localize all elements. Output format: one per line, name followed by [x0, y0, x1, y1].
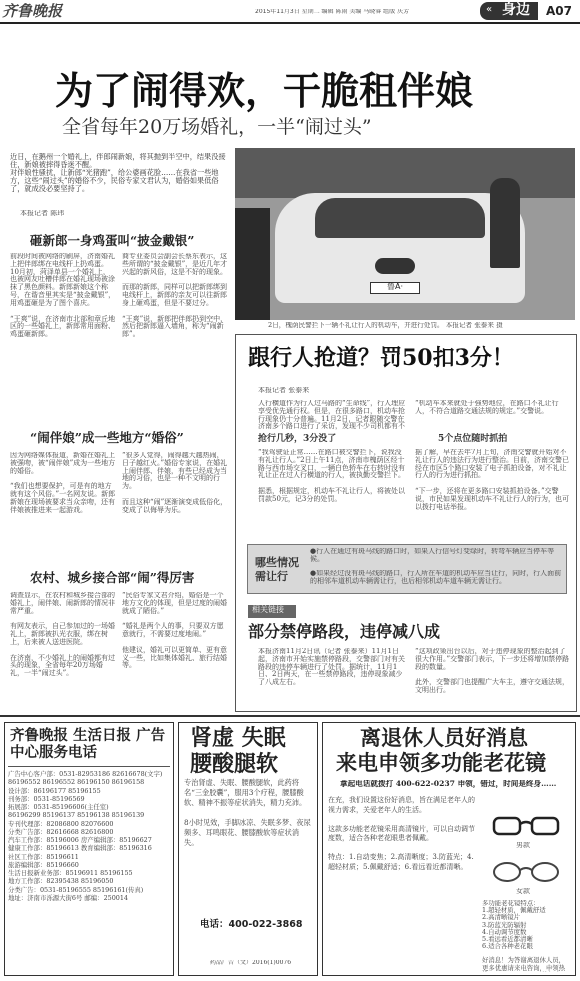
ad-footer: 药品广告（文）2016(1)0076 [210, 960, 292, 966]
photo-police-officer [490, 178, 520, 268]
photo-caption: 2日，槐荫民警拦下一辆不礼让行人的机动车，并进行处罚。 本报记者 张泰来 摄 [268, 322, 503, 329]
ad-text: 多功能老花镜特点： 1.超轻材质，佩戴舒适 2.高清晰镜片 3.防蓝光防辐射 4.自动调节度数 5.看远看近都清晰 6.适合各种老花眼 好消息！为答谢离退休人员，更多优惠请来电咨询，申领热 [482, 900, 566, 972]
section-heading: 砸新郎一身鸡蛋叫“披金戴银” [30, 233, 195, 248]
ad-phone-line: 健康工作部：85196613 教育编辑部：85196316 [8, 844, 152, 853]
article-text: 本报济南11月2日讯（记者 张泰来）11月1日起，济南市开始实施禁停路段，交警部门对有关路段的违停车辆进行了处罚。据统计，11月1日、2日两天，在一些禁停路段，违停现象减少了八成左右。 [258, 648, 405, 687]
ad-text: 专治肾虚、失眠、腰酸腿软，此药将名“三金胶囊”，服用3个疗程，腰膝酸软、精神不振等症状消失，精力充沛。 8小时见效，手脚冰凉、失眠多梦、夜尿频多、耳鸣眼花、腰膝酸软等症状消失。 [184, 778, 311, 848]
lead-paragraph: 近日，在鹅州一个婚礼上，伴郎闹新娘，将其抛到半空中，结果没接住，新娘被摔得昏迷不醒。 对伴娘性骚扰，让新郎“光猪跑”，给公婆画花脸……在我省一些地方，这些“闹过头”的婚俗不少，民俗专家文君认为，婚俗如果低俗了，就成没必要坚持了。 [10, 153, 226, 194]
glasses-label: 男款 [516, 842, 530, 849]
glasses-image-men [490, 810, 562, 840]
reporter-byline: 本报记者 陈玮 [20, 210, 65, 217]
ad-phone-line: 旅游编辑部：85196660 [8, 860, 79, 869]
ad-title: 来电申领多功能老花镜 [336, 750, 546, 775]
glasses-label: 女款 [516, 888, 530, 895]
section-title: 身边 [502, 2, 530, 18]
newspaper-logo: 齐鲁晚报 [2, 2, 63, 20]
ad-phone: 拿起电话就拨打 400-622-0237 申领，错过，时间是终身…… [340, 780, 557, 788]
ad-phone-line: 地址：济南市泺源大街6号 邮编：250014 [8, 893, 128, 902]
date-line: 2015年11月3日 星期二 编辑 陈雨 美编 马晓睿 组版 庆芳 [255, 9, 410, 15]
page-subtitle: 全省每年20万场婚礼，一半“闹过头” [62, 116, 372, 138]
photo-building [235, 148, 575, 198]
article-text: 前段时间被网络的刷屏，济南婚礼上把伴郎绑在电线杆上扔鸡蛋。10月初，菏泽单县一个婚礼上，也被网友吐槽伴郎在婚礼现场被涂抹了黑色颜料。新郎新娘这个称号，在谐音里其实是“披金戴银”，用鸡蛋砸是为了图个喜庆。 “王爽”说，在济南市北部和章丘地区的一些婚礼上，新郎常用面粉、鸡蛋砸新郎。 [10, 253, 116, 339]
article-text: “很多人觉得，闹得越大越热闹，日子越红火。”婚俗专家说，在婚礼上闹伴郎、伴娘，有些已经成为当地的习俗，也是一种不文明的行为。 而且这种“闹”逐渐演变成低俗化，变成了以侮辱为乐。 [122, 452, 228, 514]
ad-phone-line: 刊务部：0531-85196569 [8, 794, 85, 803]
article-text: 商专业委员会副会长蔡东表示，这些所谓的“披金戴银”，是近几年才兴起的新风俗，这是不好的现象。 而那的新郎，同样可以把新郎绑到电线杆上，新郎的亲友可以往新郎身上砸鸡蛋，但是不要过分。 “王爽”说，新郎把伴郎扔到空中，然后把新郎逼入墙角，称为“闹新郎”。 [122, 253, 228, 339]
ad-phone-line: 生活日报新业务部：85196911 85196155 [8, 869, 133, 877]
ad-phone-line: 广告中心客户部：0531-82953186 82616678(文字) [8, 770, 163, 778]
section-heading: 农村、城乡接合部“闹”得厉害 [30, 570, 195, 585]
ad-divider [8, 766, 170, 767]
ad-title: 离退休人员好消息 [360, 725, 528, 750]
reporter-byline: 本报记者 张泰来 [258, 387, 310, 394]
article-text: 人行横道作为行人过马路的“生命线”，行人理应享受优先通行权。但是，在很多路口，机动车抢行现象仍十分普遍。11月2日，记者跟随交警在济南多个路口进行了采访，发现不少司机都有不 [258, 400, 406, 430]
license-plate: 鲁A· [370, 282, 420, 294]
article-subheading: 5个点位随时抓拍 [438, 434, 508, 444]
article-text: 调查显示，在农村和城乡接合部的婚礼上，闹伴娘、闹新郎的情况非常严重。 有网友表示，自己参加过的一场婚礼上，新郎被扒光衣服，绑在树上，后来被人送进医院。 在济南，不少婚礼上的闹婚都有过头的现象，全省每年20万场婚礼，一半“闹过头”。 [10, 592, 115, 678]
ad-title: 齐鲁晚报 生活日报 广告中心服务电话 [10, 727, 166, 762]
ad-phone-line: 地方工作部：82395438 85196050 [8, 877, 114, 886]
glasses-image-women [490, 856, 562, 886]
ad-phone-line: 设计部：86196177 85196155 [8, 786, 101, 795]
page-number: A07 [546, 4, 572, 18]
article-subheading: 抢行几秒，3分没了 [258, 434, 337, 444]
article-text: “机动车本来就处于强势地位，在路口不礼让行人，不符合道路交通法规的规定。”交警说。 [415, 400, 559, 415]
divider [0, 715, 580, 717]
article-headline: 跟行人抢道？罚50扣3分！ [248, 345, 514, 371]
section-arrow-icon: « [486, 4, 493, 15]
ad-phone-line: 拓展部：0531-85196606(主任室) [8, 803, 109, 811]
ad-phone-line: 汽车工作部：85196006 房产编辑部：85196627 [8, 836, 152, 844]
news-photo [235, 148, 575, 320]
article-text: 因为网络媒体报道，新婚在婚礼上被强吻，被“闹伴娘”成为一些地方的婚俗。 “我们也想要保护，可是有的地方就有这个风俗。”一名网友说。新郎新娘在现场被要求当众亲吻，还有伴娘被推进来一起游戏。 [10, 452, 116, 514]
photo-windshield [315, 198, 485, 238]
info-box-item: ●如果经过没有斑马线的路口，行人所在车道的机动车应当让行，同时，行人面前的相邻车道机动车辆需让行，也后相邻机动车道车辆无需让行。 [310, 570, 562, 585]
related-link-label: 相关链接 [252, 605, 284, 614]
ad-phone-line: 86196299 85196137 85196138 85196139 [8, 811, 145, 820]
article-text: “民俗专家文君介绍，婚俗是一个地方文化的体现，但是过度的闹婚就成了陋俗。” “婚礼是两个人的事，只要双方愿意就行，不需要过度地闹。” 他建议，婚礼可以更简单、更有意义一些，比如集体婚礼、旅行结婚等。 [122, 592, 227, 670]
article-text: 据了解，早在去年7月上旬，济南交警就开始对不礼让行人的违法行为进行整治。目前，济南交警已经在市区5个路口安装了电子抓拍设备，对不礼让行人的行为进行抓拍。 “下一步，还将在更多路口安装抓拍设备。”交警说，市民如果发现机动车不礼让行人的行为，也可以拨打电话举报。 [415, 449, 569, 511]
ad-phone-line: 社区工作部：85196611 [8, 852, 79, 861]
info-box-item: ●行人在通过有斑马线的路口时，如果人行信号灯变绿时，转弯车辆应当停车等候。 [310, 548, 555, 563]
photo-person [235, 208, 270, 320]
ad-phone: 电话：400-022-3868 [200, 919, 303, 930]
photo-grille [375, 258, 415, 274]
page-header [0, 0, 580, 24]
ad-text: 在充，我们设置这份好消息，旨在满足老年人的视力需求，关爱老年人的生活。 这款多功能老花镜采用高清镜片，可以自动调节度数，适合各种老花眼患者佩戴。 特点：1.自动变焦；2.高清晰度；3.防蓝光；4.超轻材质；5.佩戴舒适；6.看远看近都清晰。 [328, 796, 475, 871]
ad-phone-line: 86196552 86196552 86196150 86196158 [8, 778, 145, 787]
article-text: “这项政策出台以后，对于违停现象的整治起到了很大作用。”交警部门表示，下一步还将增加禁停路段的数量。 此外，交警部门也提醒广大车主，遵守交通法规，文明出行。 [415, 648, 570, 695]
ad-phone-line: 分类广告：0531-85196555 85196161(传真) [8, 885, 144, 894]
section-heading: “闹伴娘”成一些地方“婚俗” [30, 430, 184, 445]
article-text: “我驾驶证正常……在路口被交警拦下，说我没有礼让行人。”2日上午11点，济南市槐荫区经十路与西市场交叉口，一辆白色轿车在右转时没有礼让正在过人行横道的行人，被执勤交警拦下。 据悉，根据规定，机动车不礼让行人，将被处以罚款50元，记3分的处罚。 [258, 449, 405, 503]
ad-phone-line: 分类广告部：82616668 82616800 [8, 827, 114, 836]
ad-phone-list [8, 770, 172, 902]
info-box-title: 哪些情况需让行 [255, 556, 299, 583]
ad-phone-line: 专刊代理部：82086800 82076600 [8, 819, 114, 828]
ad-title: 肾虚 失眠 腰酸腿软 [190, 725, 286, 777]
article-headline: 部分禁停路段，违停减八成 [248, 622, 441, 641]
page-title: 为了闹得欢，干脆租伴娘 [55, 68, 474, 113]
